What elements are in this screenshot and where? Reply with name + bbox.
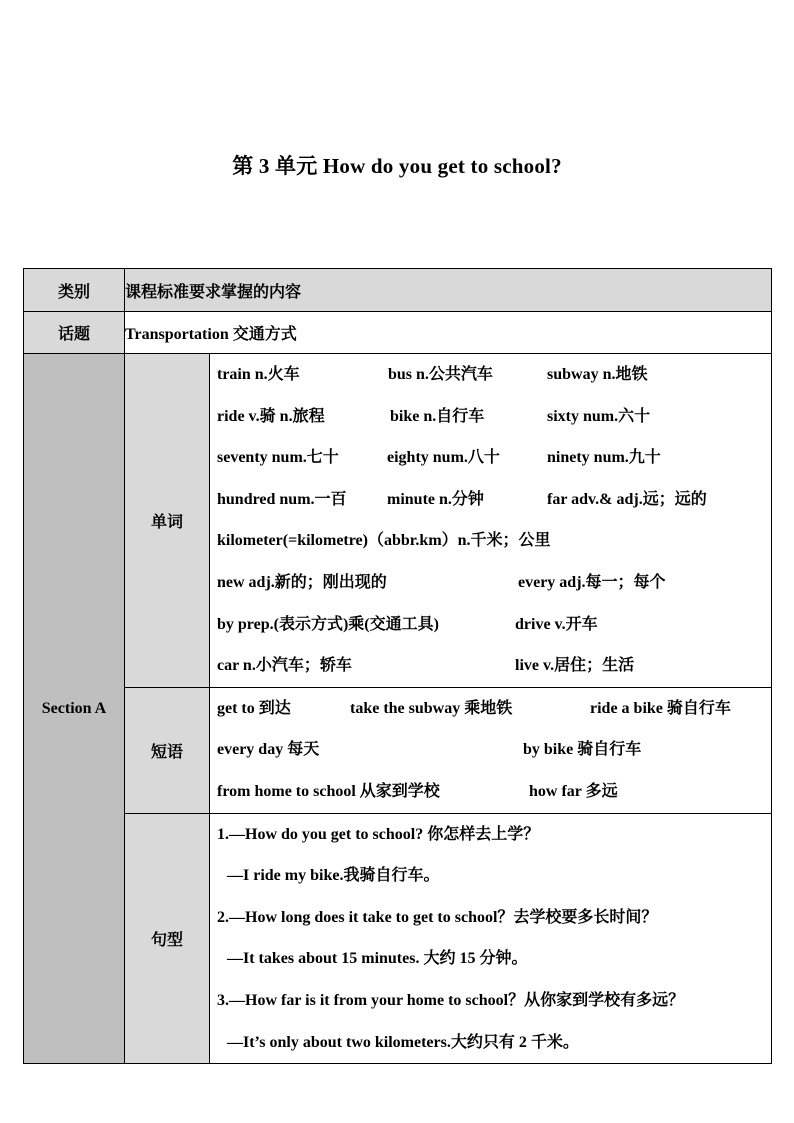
vocab-row — [210, 354, 771, 396]
sentence-line: —It’s only about two kilometers.大约只有 2 千米。 — [227, 1033, 579, 1051]
vocab-row — [210, 520, 771, 562]
content-table — [23, 268, 772, 1064]
sentence-line: 1.—How do you get to school? 你怎样去上学？ — [217, 825, 540, 843]
topic-label: 话题 — [24, 312, 125, 354]
vocab-word: new adj.新的；刚出现的 — [217, 573, 387, 591]
phrase: every day 每天 — [217, 741, 320, 759]
phrase: from home to school 从家到学校 — [217, 782, 440, 800]
vocab-word: far adv.& adj.远；远的 — [547, 490, 707, 508]
vocab-word: bike n.自行车 — [390, 407, 485, 425]
vocab-cell — [210, 354, 772, 688]
vocab-word: ride v.骑 n.旅程 — [217, 407, 325, 425]
phrase: how far 多远 — [529, 782, 618, 800]
vocab-word: every adj.每一；每个 — [518, 573, 666, 591]
phrase: take the subway 乘地铁 — [350, 699, 513, 717]
vocab-word: train n.火车 — [217, 366, 300, 383]
vocab-word: eighty num.八十 — [387, 449, 500, 467]
vocab-row — [210, 604, 771, 646]
phrase-row — [210, 688, 771, 730]
vocab-row — [210, 479, 771, 521]
vocab-label: 单词 — [125, 354, 210, 688]
topic-value: Transportation 交通方式 — [125, 312, 772, 354]
phrase: get to 到达 — [217, 699, 291, 717]
category-header: 类别 — [24, 269, 125, 312]
sentence-line: —I ride my bike.我骑自行车。 — [227, 867, 440, 885]
sentence-line: —It takes about 15 minutes. 大约 15 分钟。 — [227, 950, 528, 968]
vocab-word: live v.居住；生活 — [515, 657, 635, 675]
vocab-word: by prep.(表示方式)乘(交通工具) — [217, 615, 439, 633]
sentences-label: 句型 — [125, 813, 210, 1064]
vocab-word: hundred num.一百 — [217, 490, 347, 508]
vocab-row — [210, 645, 771, 687]
phrases-label: 短语 — [125, 687, 210, 813]
sentences-cell — [210, 813, 772, 1064]
vocab-word: drive v.开车 — [515, 615, 598, 633]
section-label: Section A — [24, 354, 125, 1064]
phrase: ride a bike 骑自行车 — [590, 699, 731, 717]
sentence-line: 2.—How long does it take to get to school？去学校要多长时间？ — [217, 908, 658, 926]
phrase-row — [210, 771, 771, 813]
vocab-word: car n.小汽车；轿车 — [217, 657, 352, 675]
vocab-word: sixty num.六十 — [547, 407, 651, 425]
phrase-row — [210, 729, 771, 771]
vocab-row — [210, 562, 771, 604]
vocab-word: kilometer(=kilometre)（abbr.km）n.千米；公里 — [217, 532, 551, 550]
vocab-word: bus n.公共汽车 — [388, 366, 493, 383]
phrases-cell — [210, 687, 772, 813]
content-header: 课程标准要求掌握的内容 — [125, 269, 772, 312]
phrase: by bike 骑自行车 — [523, 741, 642, 759]
sentence-line: 3.—How far is it from your home to school？从你家到学校有多远？ — [217, 991, 685, 1009]
vocab-word: ninety num.九十 — [547, 449, 661, 467]
vocab-word: minute n.分钟 — [387, 490, 484, 508]
vocab-row — [210, 396, 771, 438]
vocab-row — [210, 437, 771, 479]
vocab-word: subway n.地铁 — [547, 366, 648, 383]
document-title: 第 3 单元 How do you get to school? — [232, 154, 562, 178]
vocab-word: seventy num.七十 — [217, 449, 339, 467]
